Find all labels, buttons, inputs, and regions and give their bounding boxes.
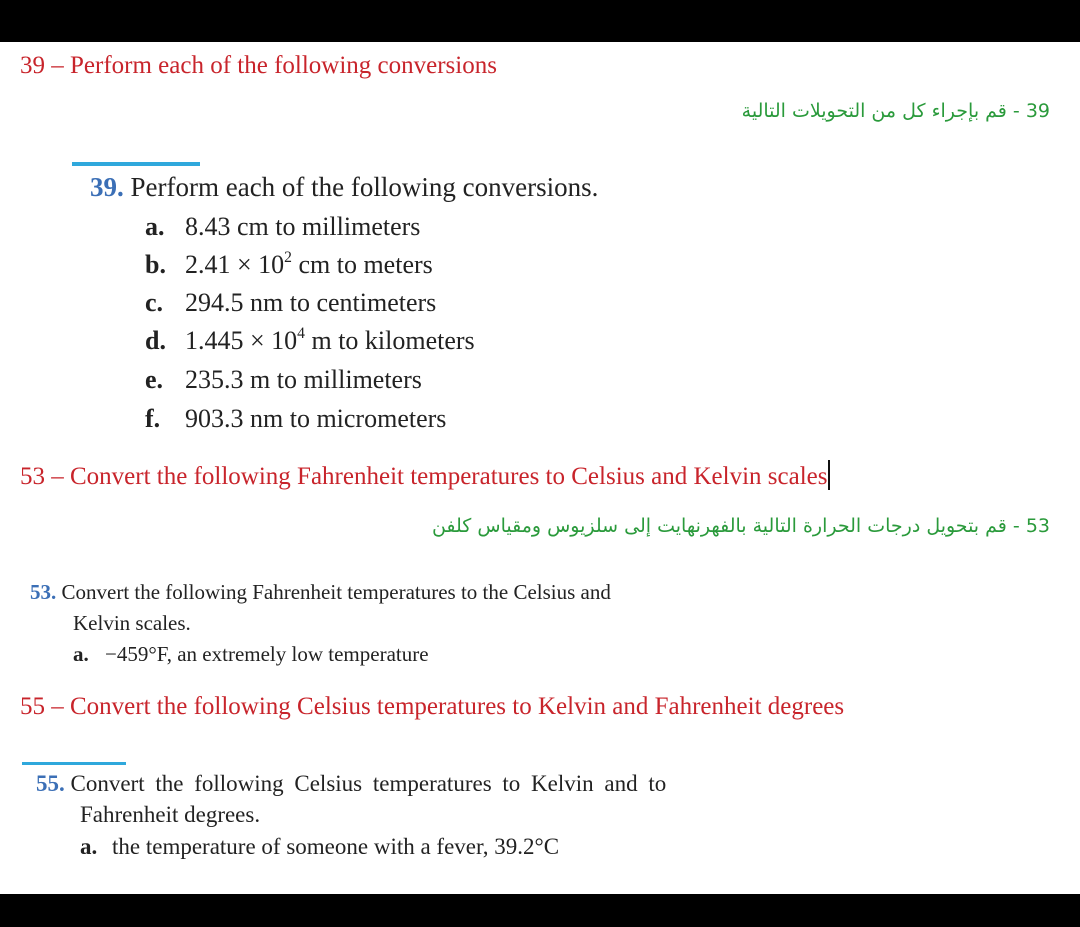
item-exponent: 2 bbox=[284, 249, 292, 267]
item-letter: d. bbox=[145, 326, 166, 355]
q53-line1 bbox=[30, 580, 611, 605]
item-text: −459°F, an extremely low temperature bbox=[105, 642, 429, 666]
q53-item-a bbox=[73, 642, 429, 667]
q39-item-a bbox=[145, 212, 420, 242]
q53-arabic-header: 53 - قم بتحويل درجات الحرارة التالية بالفهرنهايت إلى سلزيوس ومقياس كلفن bbox=[431, 515, 1050, 537]
q55-line2: Fahrenheit degrees. bbox=[80, 802, 261, 827]
q39-item-f bbox=[145, 404, 446, 434]
item-letter: b. bbox=[145, 250, 166, 279]
item-letter: a. bbox=[145, 212, 165, 241]
item-text: 294.5 nm to centimeters bbox=[185, 288, 437, 317]
document-page bbox=[0, 42, 1080, 894]
item-letter: f. bbox=[145, 404, 161, 433]
item-letter: a. bbox=[73, 642, 89, 666]
q39-header: 39 – Perform each of the following conversions bbox=[20, 52, 497, 79]
q39-number: 39. bbox=[90, 172, 124, 202]
item-text: 1.445 × 10 bbox=[185, 326, 298, 355]
text-cursor bbox=[828, 460, 830, 490]
q39-item-e bbox=[145, 365, 422, 395]
q39-title: Perform each of the following conversions. bbox=[130, 172, 599, 202]
q55-line1 bbox=[36, 771, 666, 797]
item-text: the temperature of someone with a fever, 39.2°C bbox=[112, 834, 560, 859]
item-letter: a. bbox=[80, 834, 98, 859]
q55-item-a bbox=[80, 834, 559, 860]
q55-header: 55 – Convert the following Celsius temperatures to Kelvin and Fahrenheit degrees bbox=[20, 693, 845, 720]
q39-item-c bbox=[145, 288, 436, 318]
q53-line2: Kelvin scales. bbox=[73, 611, 191, 635]
q39-accent-rule bbox=[72, 162, 200, 166]
item-text-suffix: m to kilometers bbox=[304, 326, 475, 355]
item-text: 235.3 m to millimeters bbox=[185, 365, 422, 394]
q53-number: 53. bbox=[30, 580, 57, 604]
q55-accent-rule bbox=[22, 762, 126, 765]
q55-number: 55. bbox=[36, 771, 65, 796]
q53-line1-text: Convert the following Fahrenheit temperatures to the Celsius and bbox=[61, 580, 611, 604]
q39-arabic-header: 39 - قم بإجراء كل من التحويلات التالية bbox=[741, 100, 1050, 122]
q55-line1-text: Convert the following Celsius temperatures to Kelvin and to bbox=[70, 771, 667, 796]
item-exponent: 4 bbox=[297, 325, 305, 343]
item-letter: c. bbox=[145, 288, 164, 317]
item-text-suffix: cm to meters bbox=[291, 250, 433, 279]
item-text: 8.43 cm to millimeters bbox=[185, 212, 421, 241]
item-text: 903.3 nm to micrometers bbox=[185, 404, 447, 433]
q39-item-d bbox=[145, 326, 475, 356]
item-letter: e. bbox=[145, 365, 164, 394]
q39-item-b bbox=[145, 250, 433, 280]
q53-header-text: 53 – Convert the following Fahrenheit temperatures to Celsius and Kelvin scales bbox=[20, 463, 828, 490]
q53-header bbox=[20, 460, 830, 491]
item-text: 2.41 × 10 bbox=[185, 250, 285, 279]
q39-title-line bbox=[90, 172, 598, 203]
